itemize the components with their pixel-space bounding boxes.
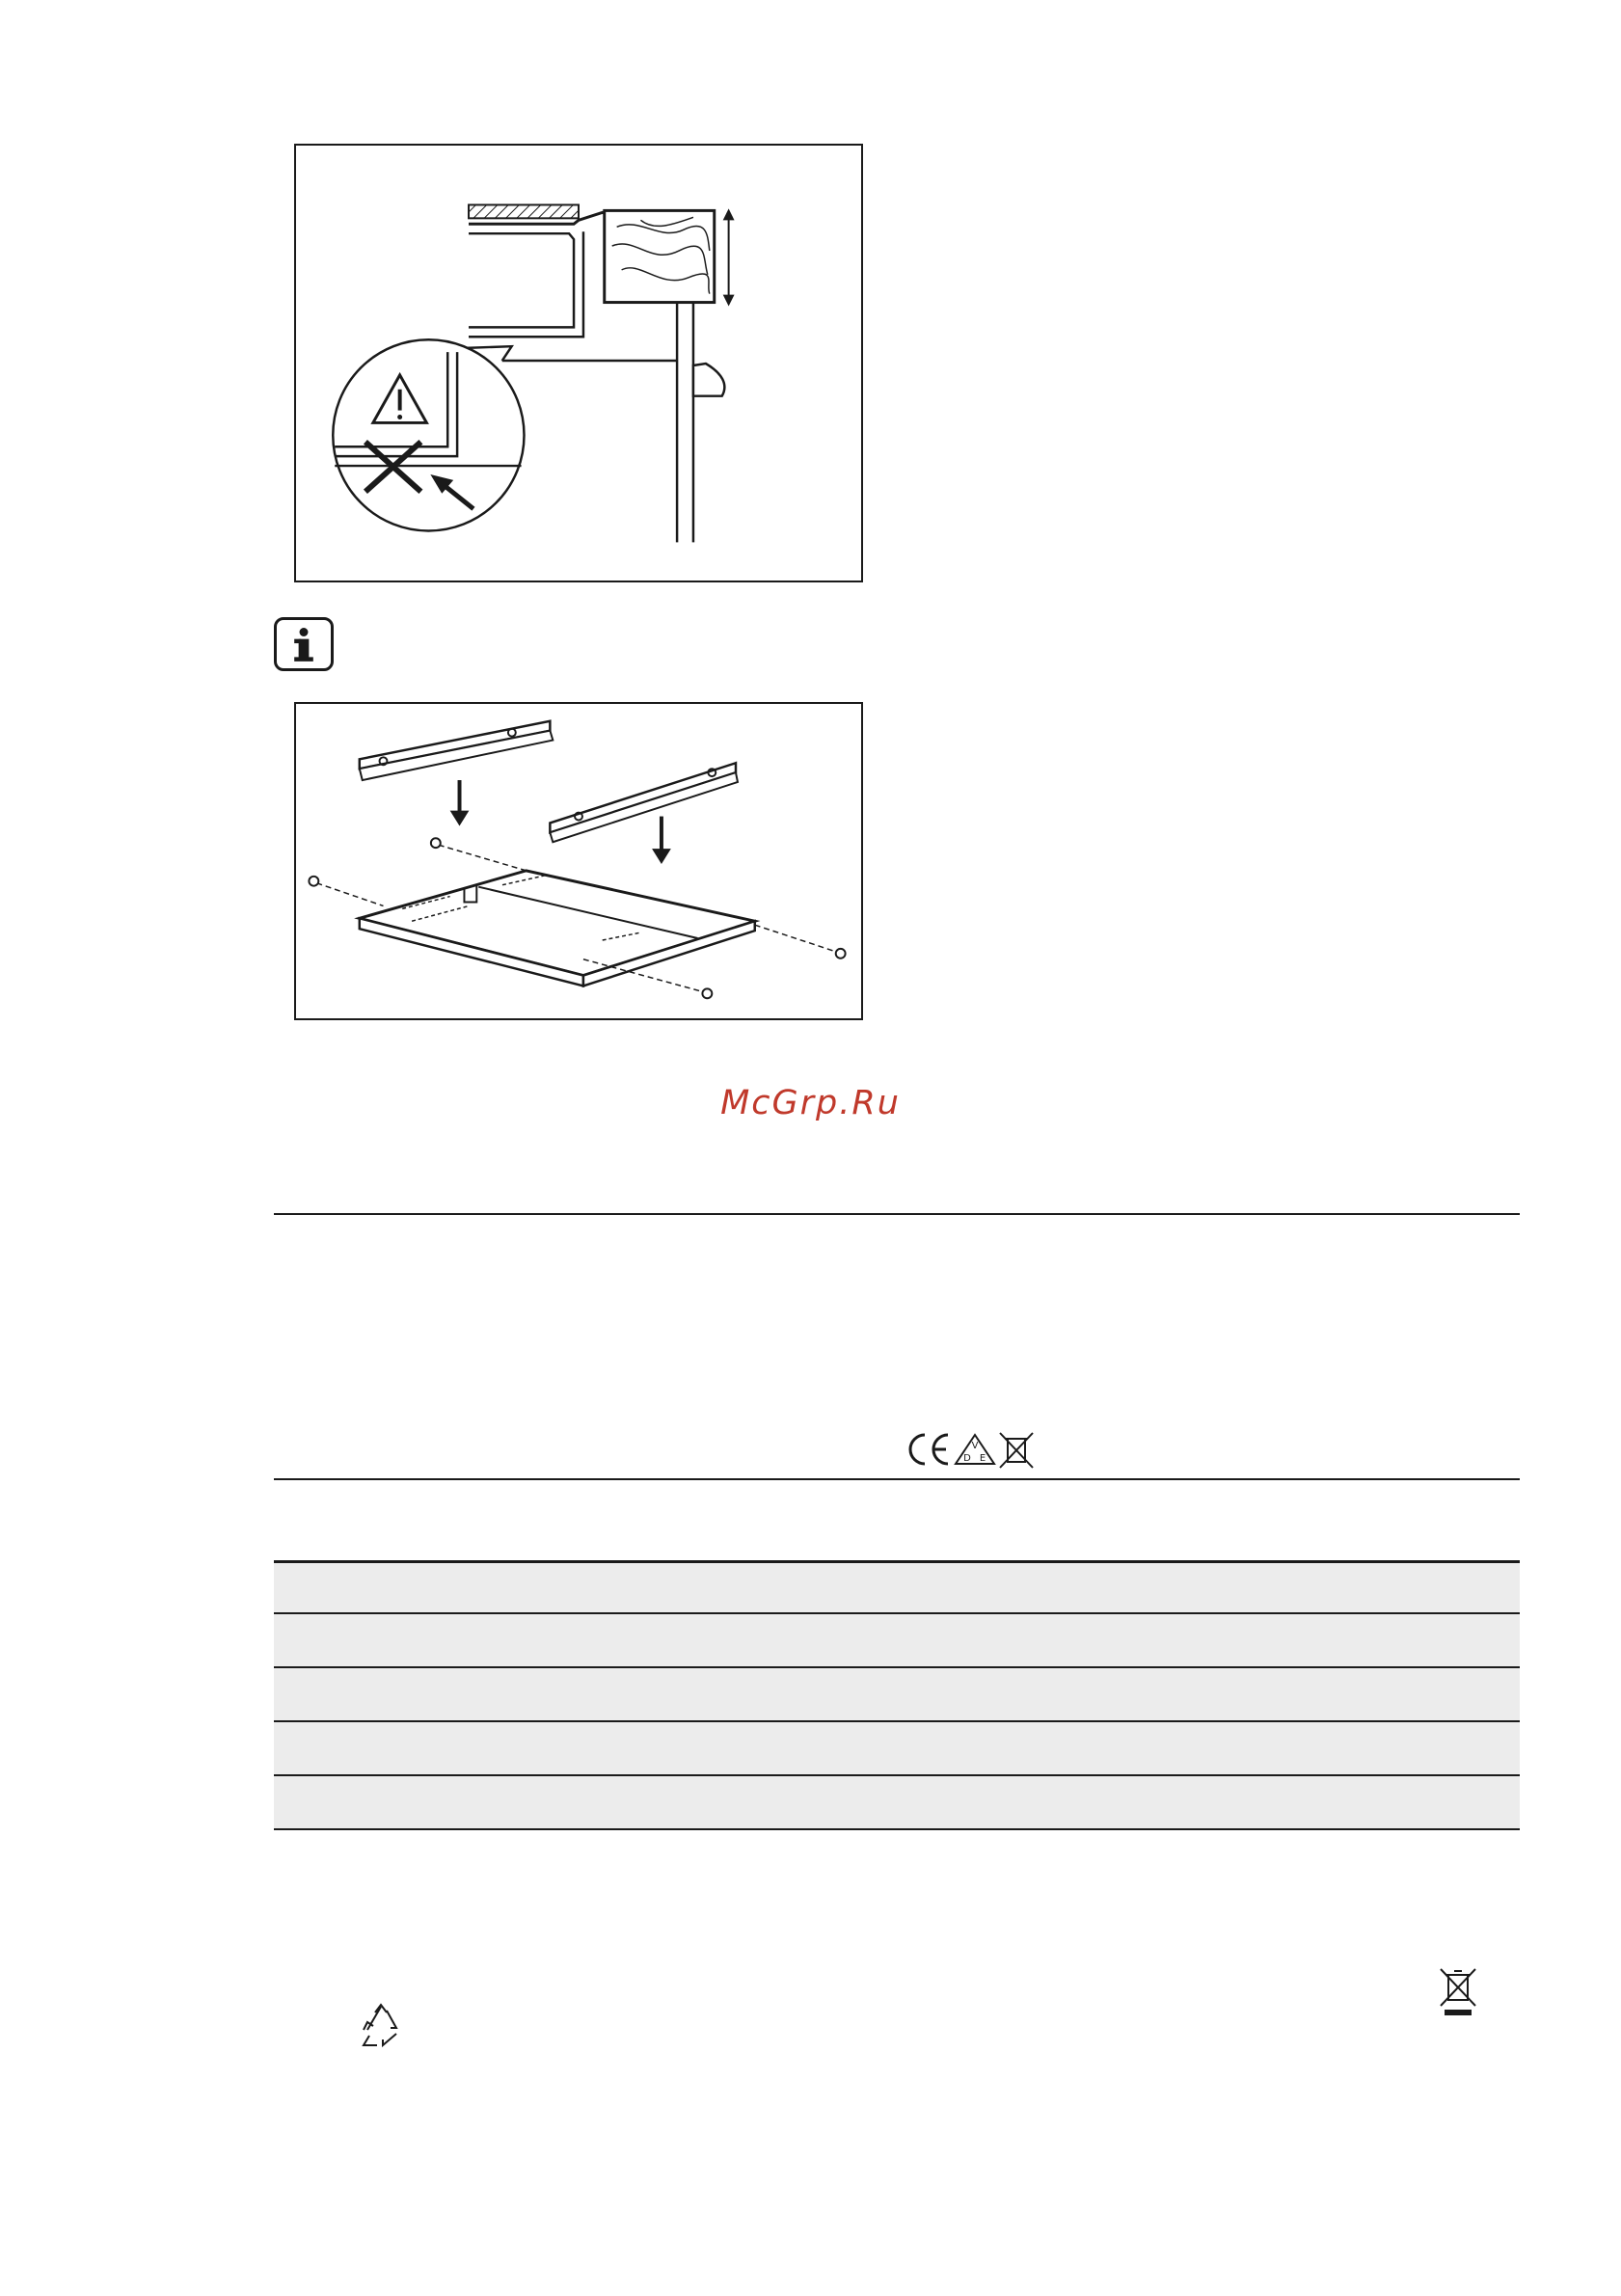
weee-bin-icon [1000,1433,1033,1468]
vde-letter-e: E [979,1453,986,1464]
weee-bin-icon [1437,1965,1479,2019]
bracket-left [360,721,554,780]
figure-installation-detail [294,144,863,582]
section-divider [274,1213,1520,1215]
figure-bracket-assembly [294,702,863,1020]
vde-mark-icon [956,1435,994,1464]
bracket-right [550,763,738,842]
ce-mark-icon [910,1435,948,1464]
worktop-section [469,204,579,218]
screw [431,838,441,848]
screw [309,877,318,886]
table-row [274,1560,1520,1614]
callout-circle [333,339,524,530]
hob-body [469,233,574,327]
vde-letter-d: D [963,1453,971,1464]
spec-table [274,1560,1520,1830]
table-row [274,1776,1520,1830]
tray [360,871,755,986]
vde-letter-v: V [971,1441,979,1451]
certification-marks [902,1427,1056,1472]
section-divider [274,1478,1520,1480]
installation-detail-drawing [296,146,861,581]
wood-block [605,210,715,302]
knob [693,364,724,396]
watermark-text: McGrp.Ru [720,1084,901,1122]
screw [836,949,846,959]
table-row [274,1614,1520,1668]
info-icon [274,617,334,671]
table-row [274,1668,1520,1722]
screw [702,988,712,998]
bracket-assembly-drawing [296,704,861,1018]
table-row [274,1722,1520,1776]
recycle-icon [354,2001,408,2055]
